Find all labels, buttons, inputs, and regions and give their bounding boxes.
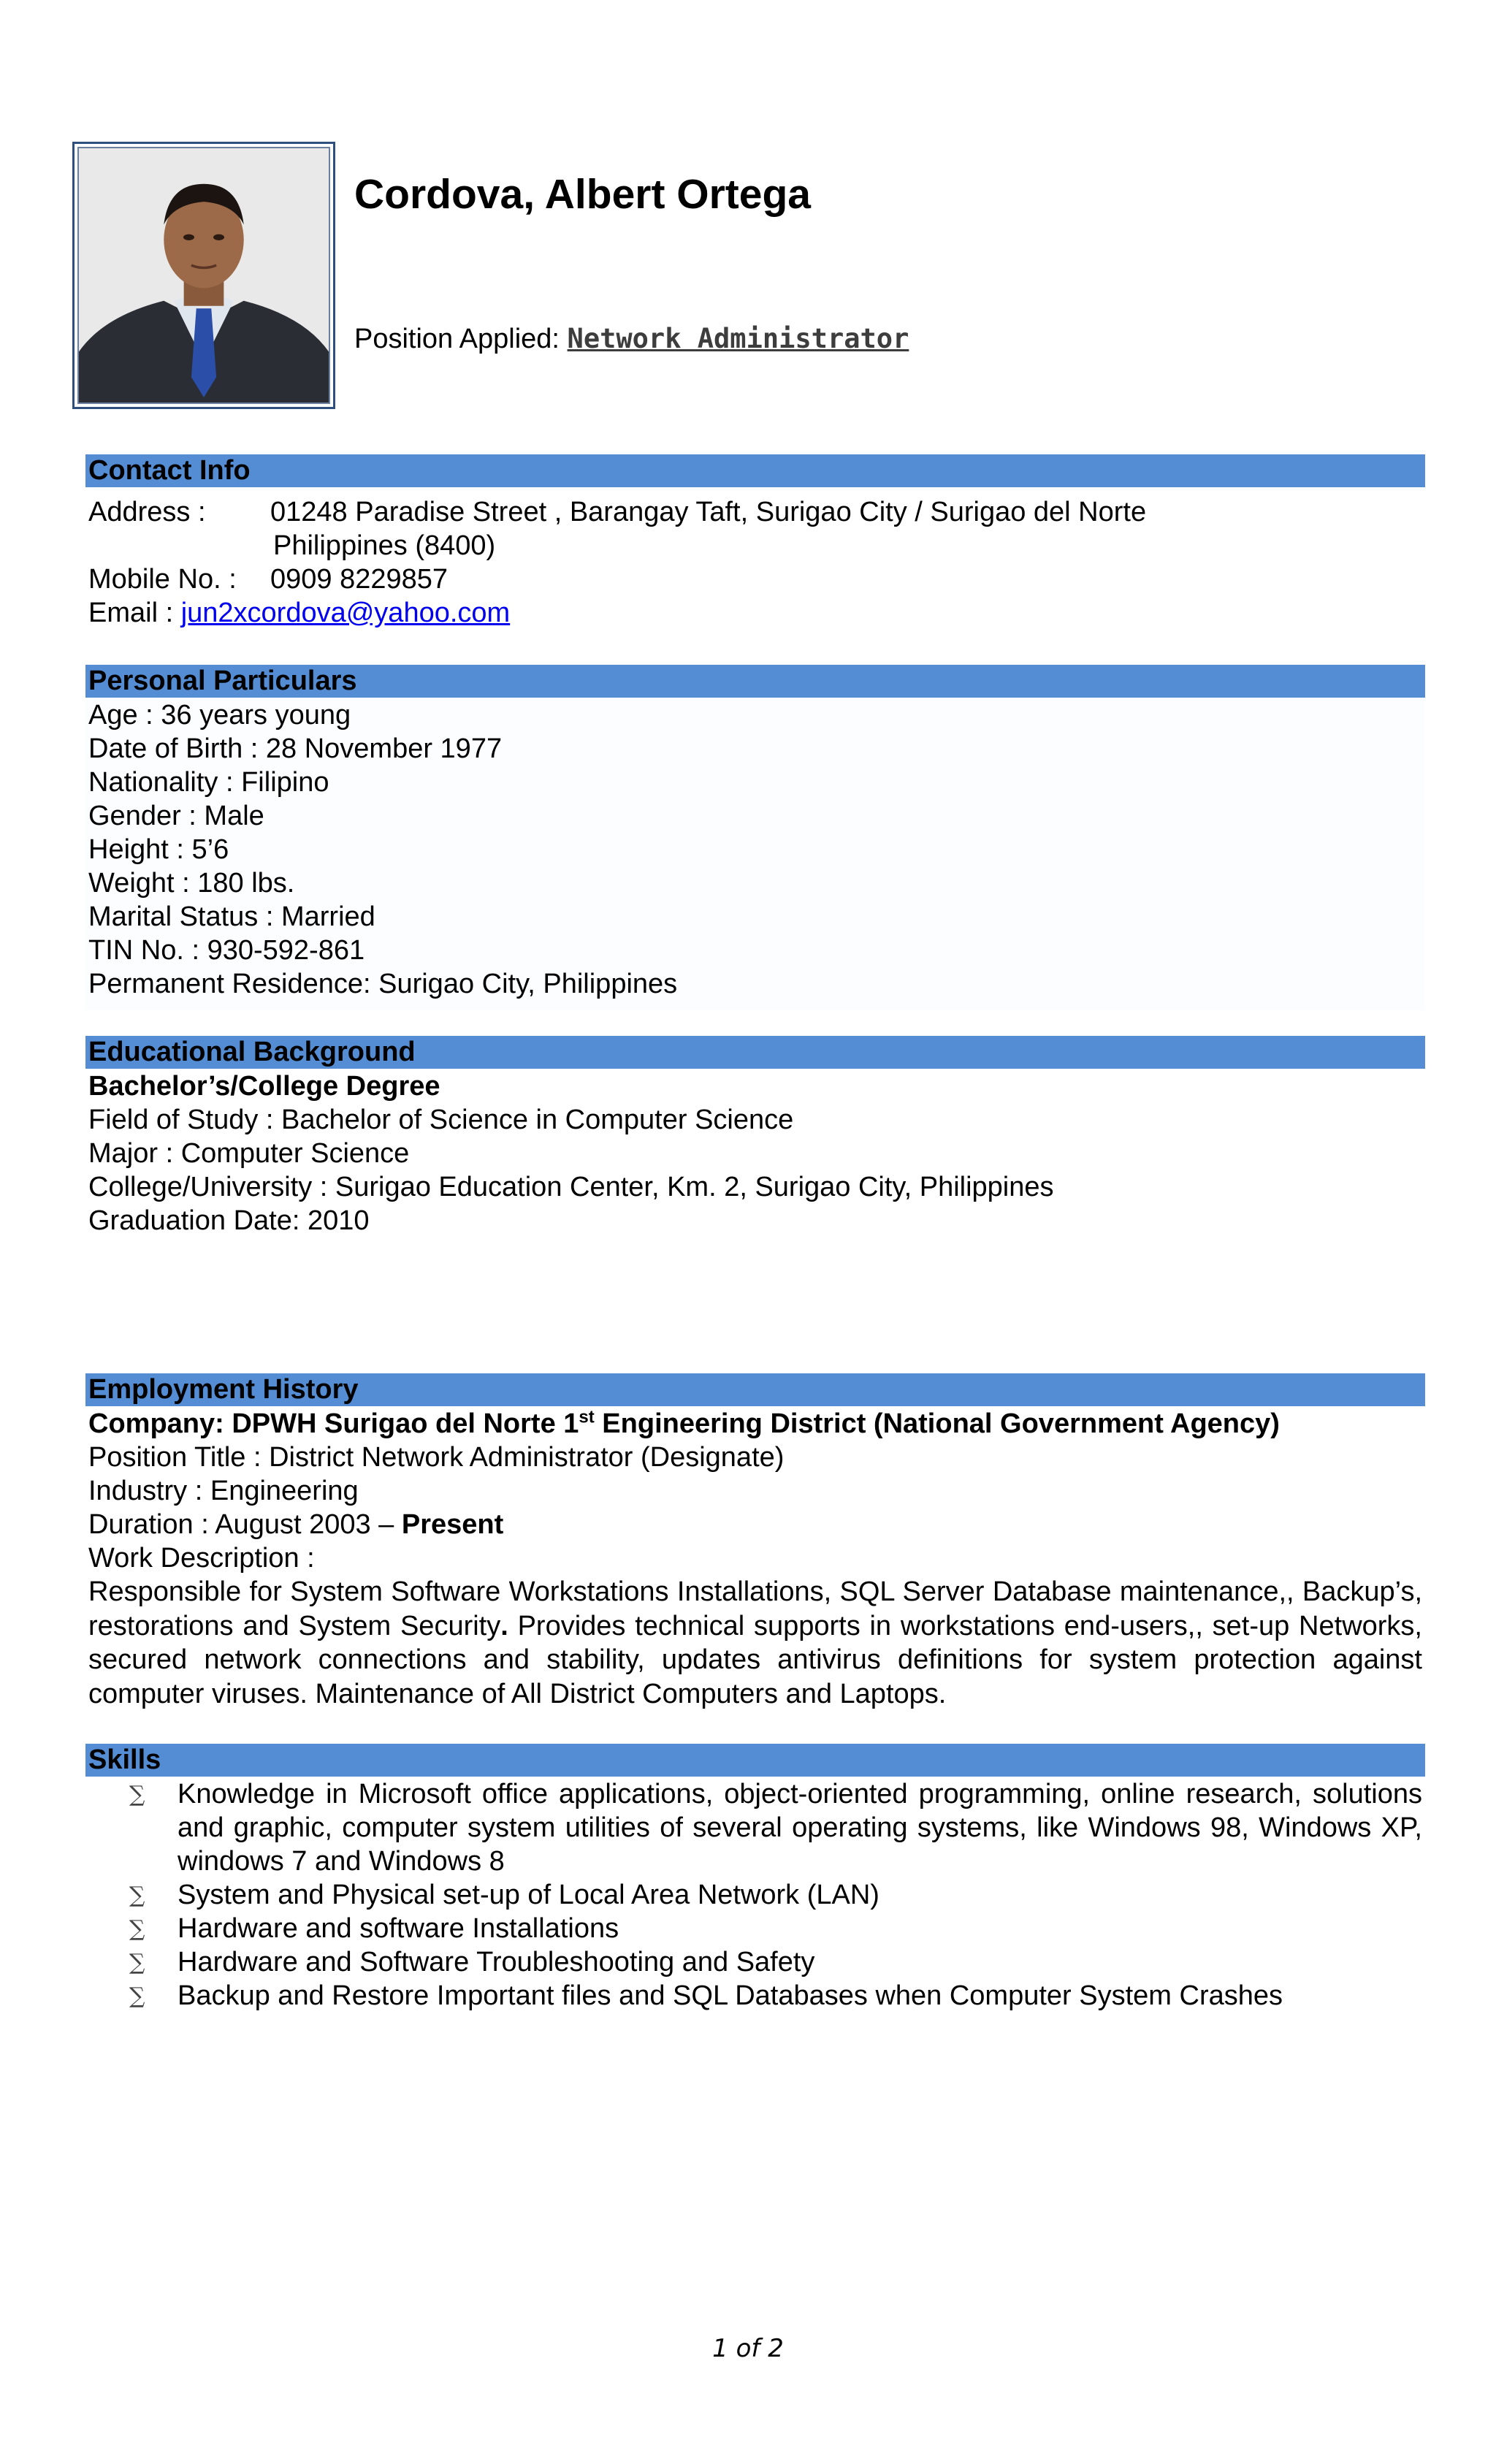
work-description-label: Work Description : (88, 1543, 315, 1574)
education-graduation: Graduation Date: 2010 (88, 1205, 370, 1236)
applicant-name: Cordova, Albert Ortega (354, 171, 811, 218)
employment-position-title: Position Title : District Network Administrator (Designate) (88, 1442, 785, 1473)
position-value: Network Administrator (567, 323, 909, 354)
personal-weight: Weight : 180 lbs. (88, 868, 295, 899)
skill-item: Hardware and Software Troubleshooting and Safety (178, 1947, 815, 1977)
mobile-label: Mobile No. : (88, 564, 237, 595)
skill-item: System and Physical set-up of Local Area Network (LAN) (178, 1880, 879, 1910)
email-label: Email : (88, 598, 174, 628)
section-header-personal: Personal Particulars (85, 665, 1425, 698)
education-field: Field of Study : Bachelor of Science in Computer Science (88, 1105, 794, 1135)
skill-item: Hardware and software Installations (178, 1913, 619, 1944)
personal-nationality: Nationality : Filipino (88, 767, 329, 798)
section-header-skills: Skills (85, 1744, 1425, 1777)
bullet-icon: ∑ (129, 1782, 145, 1807)
employment-company: Company: DPWH Surigao del Norte 1st Engineering District (National Government Agency) (88, 1407, 1280, 1439)
mobile-value: 0909 8229857 (270, 564, 449, 595)
profile-photo (72, 142, 335, 409)
education-college: College/University : Surigao Education Center, Km. 2, Surigao City, Philippines (88, 1172, 1054, 1202)
personal-height: Height : 5’6 (88, 834, 229, 865)
email-link[interactable]: jun2xcordova@yahoo.com (180, 598, 511, 628)
page-number: 1 of 2 (712, 2334, 784, 2363)
section-header-education: Educational Background (85, 1036, 1425, 1069)
personal-dob: Date of Birth : 28 November 1977 (88, 733, 503, 764)
position-applied (354, 325, 909, 353)
person-portrait-icon (79, 148, 329, 403)
employment-duration: Duration : August 2003 – Present (88, 1509, 504, 1540)
education-major: Major : Computer Science (88, 1138, 410, 1169)
address-label: Address : (88, 497, 206, 527)
skill-item: Backup and Restore Important files and SQL Databases when Computer System Crashes (178, 1980, 1283, 2011)
position-label: Position Applied: (354, 324, 560, 354)
personal-residence: Permanent Residence: Surigao City, Philippines (88, 969, 678, 999)
email-row (88, 596, 510, 630)
bullet-icon: ∑ (129, 1983, 145, 2009)
address-line-2: Philippines (8400) (273, 530, 496, 561)
bullet-icon: ∑ (129, 1916, 145, 1942)
bullet-icon: ∑ (129, 1883, 145, 1908)
employment-industry: Industry : Engineering (88, 1476, 359, 1506)
section-header-employment: Employment History (85, 1373, 1425, 1406)
work-description: Responsible for System Software Workstations Installations, SQL Server Database maintenance,, Backup’s, restorations and System Security. Provides technical supports in workstations end-users,, set-up Networks, secured network connections and stability, updates antivirus definitions for system protection against computer viruses. Maintenance of All District Computers and Laptops. (88, 1576, 1422, 1709)
degree-heading: Bachelor’s/College Degree (88, 1071, 440, 1102)
personal-age: Age : 36 years young (88, 700, 351, 731)
bullet-icon: ∑ (129, 1950, 145, 1975)
personal-tin: TIN No. : 930-592-861 (88, 935, 365, 966)
section-header-contact: Contact Info (85, 454, 1425, 487)
personal-marital-status: Marital Status : Married (88, 901, 375, 932)
personal-gender: Gender : Male (88, 801, 264, 831)
skill-item: Knowledge in Microsoft office applications, object-oriented programming, online research, solutions and graphic, computer system utilities of several operating systems, like Windows 98, Windows XP, windows 7 and Windows 8 (178, 1779, 1422, 1877)
address-line-1: 01248 Paradise Street , Barangay Taft, Surigao City / Surigao del Norte (270, 497, 1147, 527)
